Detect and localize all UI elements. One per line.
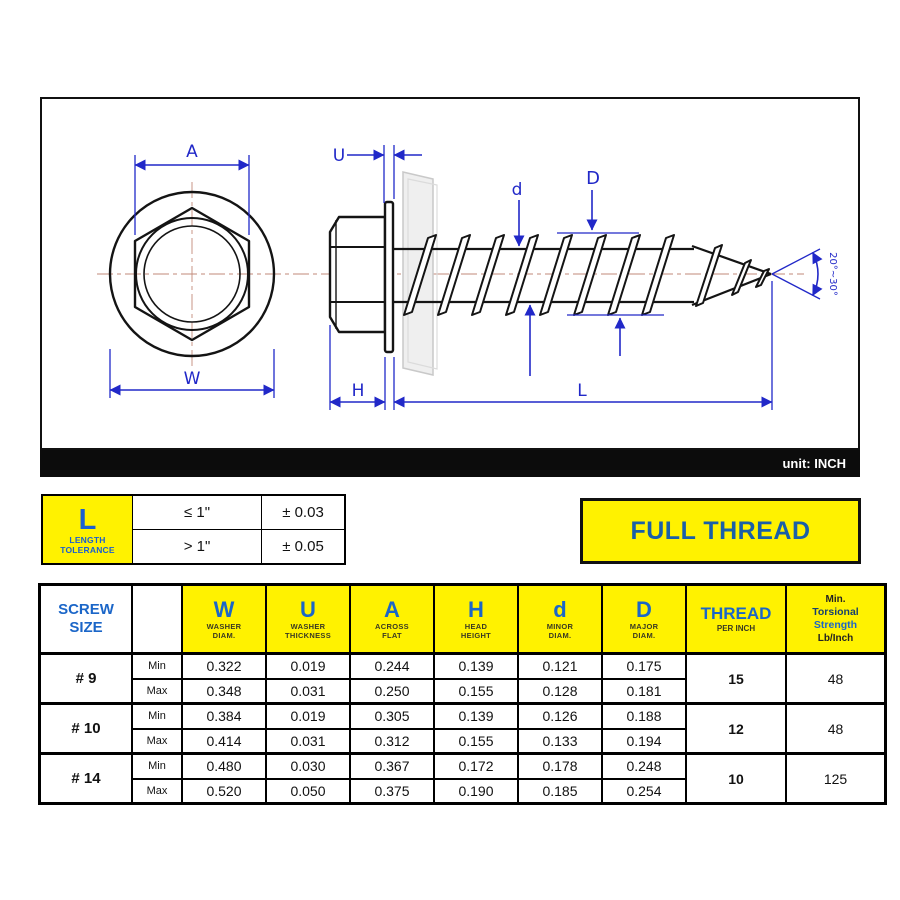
header-torsional-strength: Min. Torsional Strength Lb/Inch bbox=[786, 585, 886, 654]
tip-angle-label: 20°~30° bbox=[827, 252, 838, 296]
dimension-labels bbox=[184, 142, 838, 401]
technical-drawing-panel bbox=[40, 97, 860, 450]
tolerance-value: ± 0.03 bbox=[262, 495, 346, 530]
dimensions bbox=[110, 145, 820, 410]
strength-9: 48 bbox=[786, 654, 886, 704]
table-row bbox=[40, 654, 886, 679]
value-cell: 0.133 bbox=[518, 729, 602, 754]
size-10: # 10 bbox=[40, 704, 133, 754]
value-cell: 0.305 bbox=[350, 704, 434, 729]
length-tolerance-table bbox=[41, 494, 346, 565]
dim-label-d-major: D bbox=[586, 168, 600, 189]
thread-per-inch-14: 10 bbox=[686, 754, 786, 804]
max-label: Max bbox=[132, 729, 182, 754]
dim-label-a: A bbox=[186, 142, 198, 162]
value-cell: 0.322 bbox=[182, 654, 266, 679]
hex-head-side bbox=[330, 217, 385, 332]
value-cell: 0.480 bbox=[182, 754, 266, 779]
value-cell: 0.190 bbox=[434, 779, 518, 804]
tolerance-symbol: L bbox=[78, 503, 97, 536]
table-row bbox=[40, 754, 886, 779]
value-cell: 0.030 bbox=[266, 754, 350, 779]
header-w: W WASHER DIAM. bbox=[182, 585, 266, 654]
value-cell: 0.031 bbox=[266, 679, 350, 704]
value-cell: 0.250 bbox=[350, 679, 434, 704]
unit-bar bbox=[40, 450, 860, 477]
header-u: U WASHER THICKNESS bbox=[266, 585, 350, 654]
value-cell: 0.194 bbox=[602, 729, 686, 754]
value-cell: 0.155 bbox=[434, 729, 518, 754]
min-label: Min bbox=[132, 754, 182, 779]
value-cell: 0.384 bbox=[182, 704, 266, 729]
unit-label: unit: INCH bbox=[782, 456, 846, 471]
size-14: # 14 bbox=[40, 754, 133, 804]
dim-label-l: L bbox=[577, 381, 587, 401]
value-cell: 0.172 bbox=[434, 754, 518, 779]
value-cell: 0.019 bbox=[266, 704, 350, 729]
value-cell: 0.188 bbox=[602, 704, 686, 729]
value-cell: 0.126 bbox=[518, 704, 602, 729]
min-label: Min bbox=[132, 654, 182, 679]
value-cell: 0.185 bbox=[518, 779, 602, 804]
full-thread-label: FULL THREAD bbox=[630, 516, 811, 545]
max-label: Max bbox=[132, 679, 182, 704]
metal-washer-flange bbox=[385, 202, 393, 352]
value-cell: 0.178 bbox=[518, 754, 602, 779]
tolerance-symbol-cell bbox=[42, 495, 133, 564]
tolerance-condition: > 1" bbox=[133, 530, 262, 565]
tolerance-caption-line2: TOLERANCE bbox=[60, 544, 115, 555]
thread-per-inch-10: 12 bbox=[686, 704, 786, 754]
value-cell: 0.128 bbox=[518, 679, 602, 704]
header-d-minor: d MINOR DIAM. bbox=[518, 585, 602, 654]
dim-label-h: H bbox=[351, 381, 365, 401]
value-cell: 0.248 bbox=[602, 754, 686, 779]
value-cell: 0.348 bbox=[182, 679, 266, 704]
value-cell: 0.244 bbox=[350, 654, 434, 679]
value-cell: 0.175 bbox=[602, 654, 686, 679]
screw-technical-drawing bbox=[42, 99, 857, 447]
spec-header-row bbox=[40, 585, 886, 654]
value-cell: 0.139 bbox=[434, 654, 518, 679]
header-screw-size: SCREW SIZE bbox=[40, 585, 133, 654]
header-h: H HEAD HEIGHT bbox=[434, 585, 518, 654]
full-thread-banner bbox=[580, 498, 861, 564]
dim-label-d-minor: d bbox=[511, 180, 523, 200]
value-cell: 0.181 bbox=[602, 679, 686, 704]
size-9: # 9 bbox=[40, 654, 133, 704]
thread-per-inch-9: 15 bbox=[686, 654, 786, 704]
value-cell: 0.367 bbox=[350, 754, 434, 779]
value-cell: 0.155 bbox=[434, 679, 518, 704]
side-view bbox=[330, 172, 771, 375]
value-cell: 0.121 bbox=[518, 654, 602, 679]
value-cell: 0.312 bbox=[350, 729, 434, 754]
strength-14: 125 bbox=[786, 754, 886, 804]
value-cell: 0.139 bbox=[434, 704, 518, 729]
tolerance-value: ± 0.05 bbox=[262, 530, 346, 565]
value-cell: 0.375 bbox=[350, 779, 434, 804]
value-cell: 0.414 bbox=[182, 729, 266, 754]
header-d-major: D MAJOR DIAM. bbox=[602, 585, 686, 654]
value-cell: 0.520 bbox=[182, 779, 266, 804]
header-blank bbox=[132, 585, 182, 654]
dim-label-u: U bbox=[332, 146, 346, 166]
min-label: Min bbox=[132, 704, 182, 729]
tolerance-caption-line1: LENGTH bbox=[69, 534, 106, 545]
value-cell: 0.031 bbox=[266, 729, 350, 754]
max-label: Max bbox=[132, 779, 182, 804]
value-cell: 0.019 bbox=[266, 654, 350, 679]
dim-label-w: W bbox=[183, 369, 201, 389]
value-cell: 0.050 bbox=[266, 779, 350, 804]
tolerance-condition: ≤ 1" bbox=[133, 495, 262, 530]
value-cell: 0.254 bbox=[602, 779, 686, 804]
header-a: A ACROSS FLAT bbox=[350, 585, 434, 654]
table-row bbox=[40, 704, 886, 729]
header-thread-per-inch: THREAD PER INCH bbox=[686, 585, 786, 654]
screw-spec-table bbox=[38, 583, 887, 805]
strength-10: 48 bbox=[786, 704, 886, 754]
